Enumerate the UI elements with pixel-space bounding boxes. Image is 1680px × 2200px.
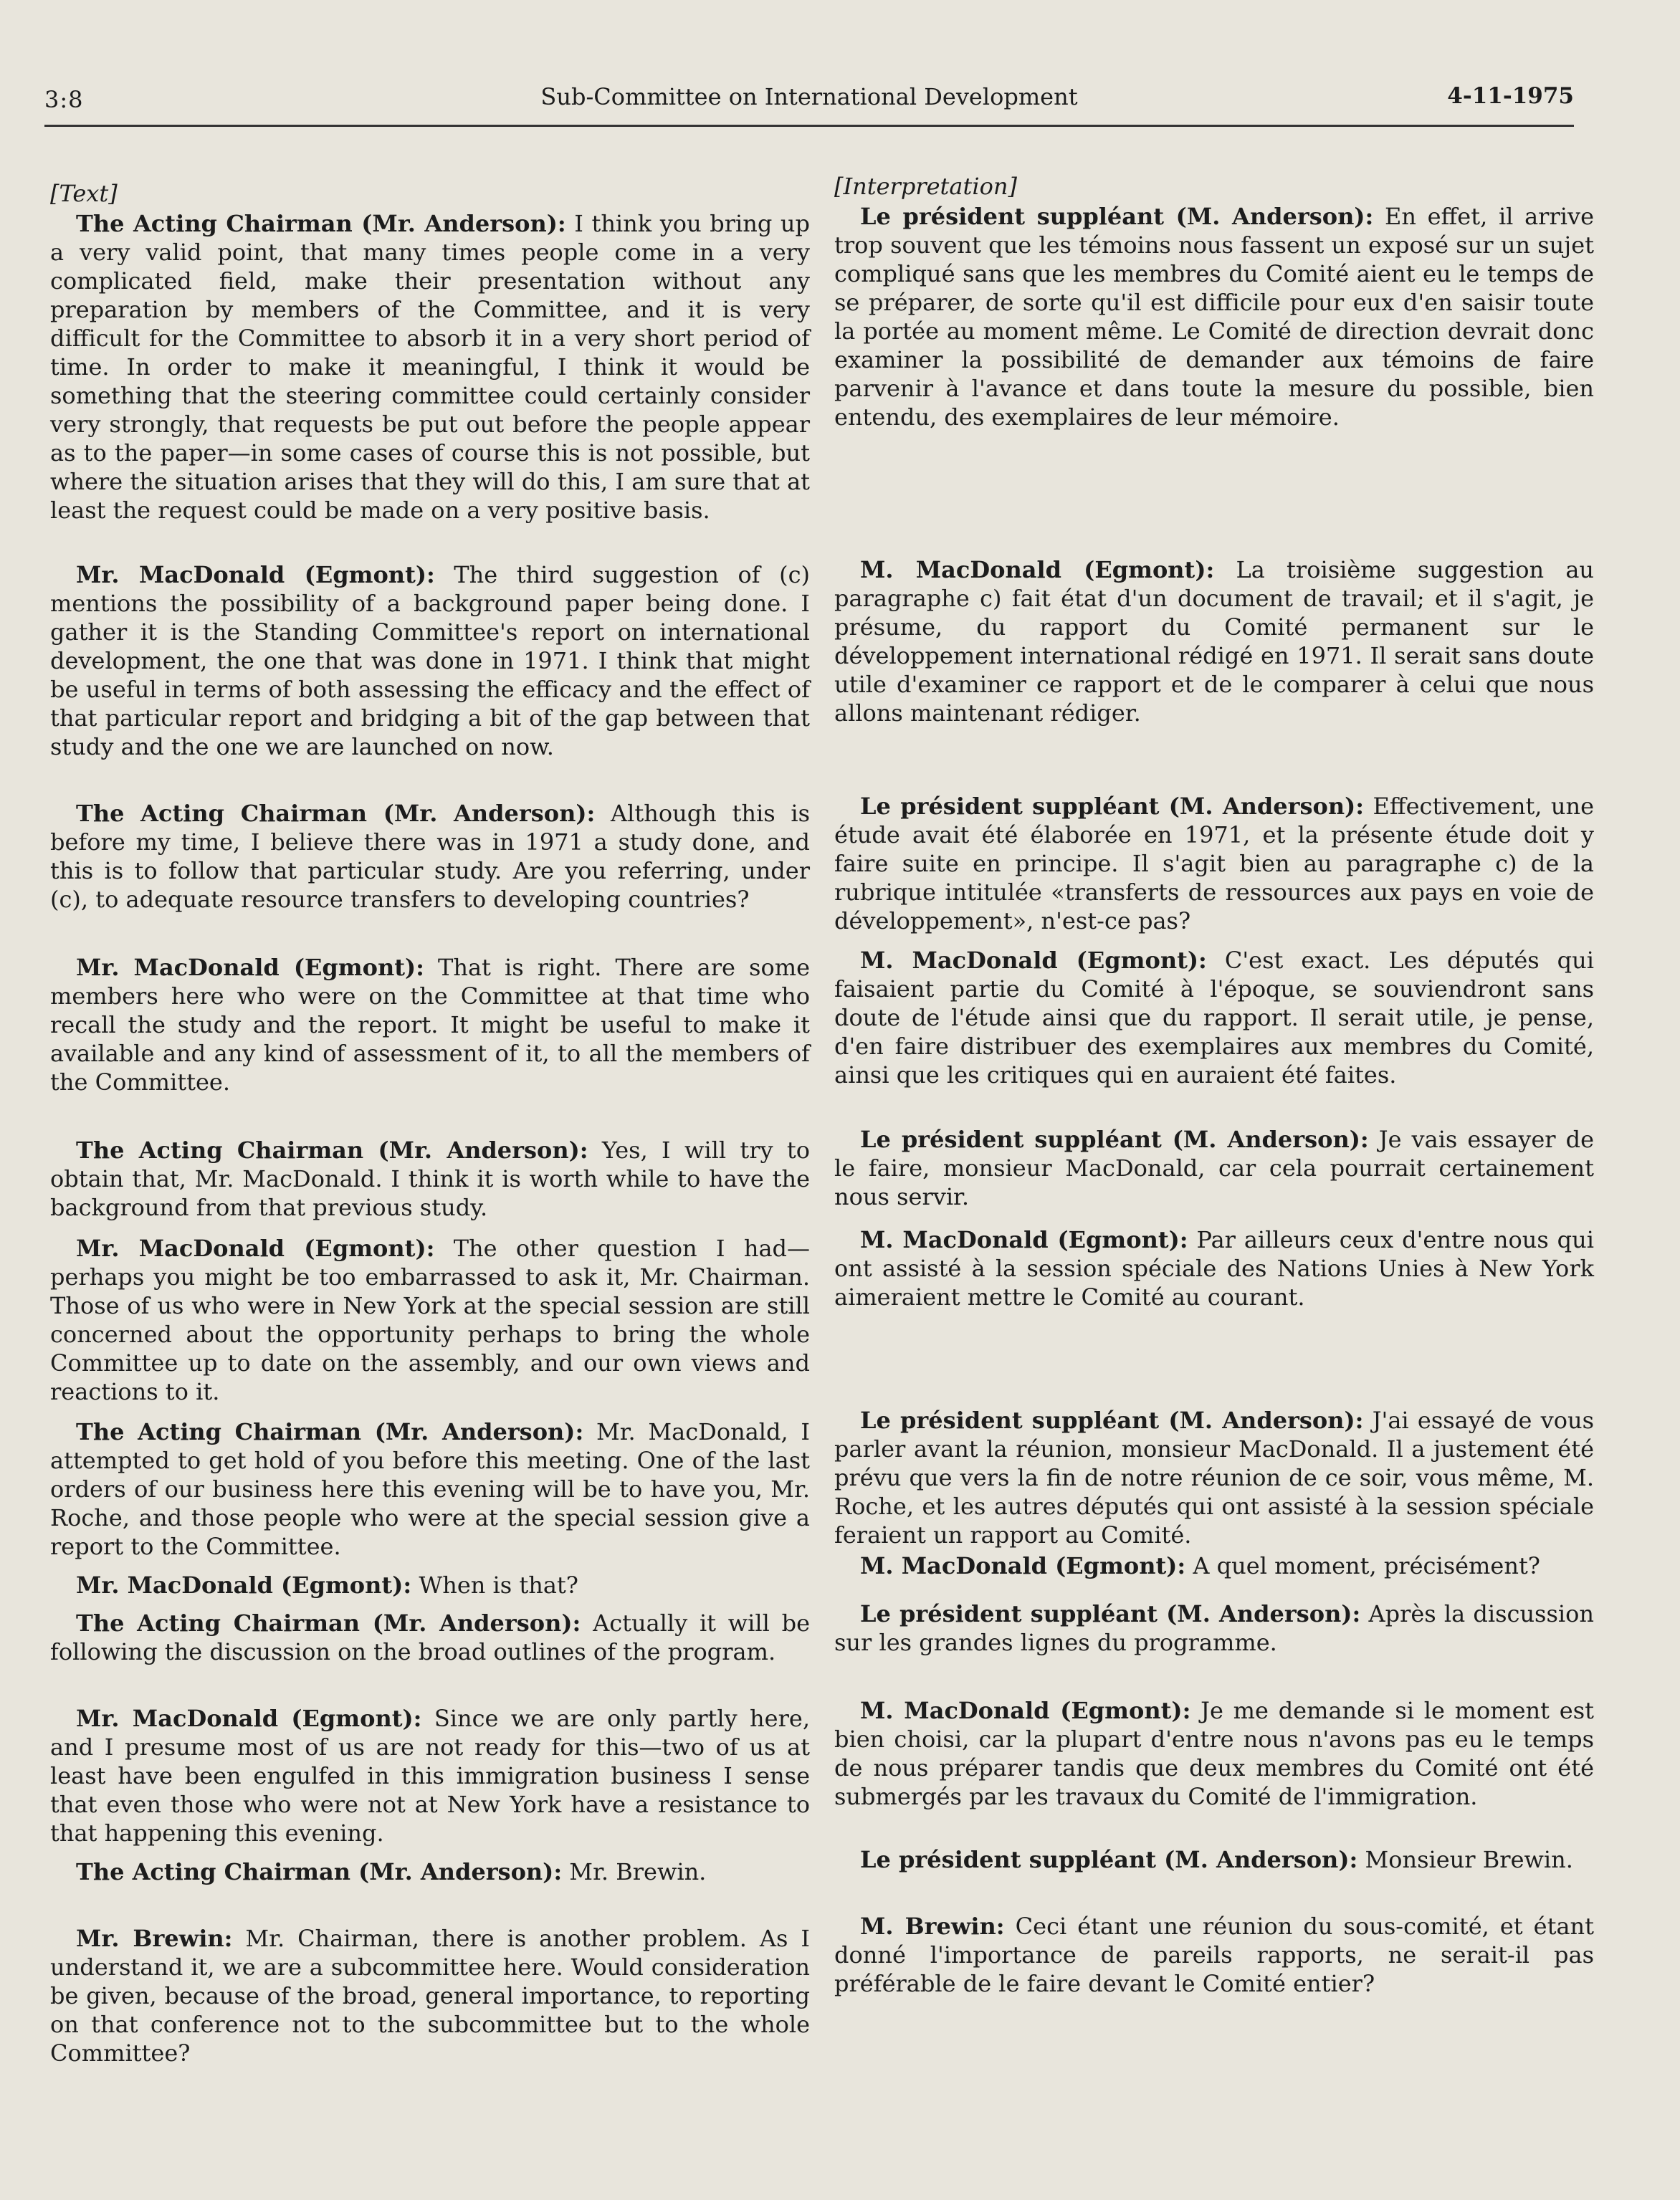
speaker: M. Brewin: xyxy=(860,1913,1005,1940)
header-rule xyxy=(44,125,1574,127)
speaker: The Acting Chairman (Mr. Anderson): xyxy=(76,1418,584,1445)
left-column xyxy=(50,1857,810,1886)
header-date: 4-11-1975 xyxy=(1447,83,1574,109)
left-column xyxy=(50,179,810,525)
running-title: Sub-Committee on International Development xyxy=(540,83,1078,110)
speaker: M. MacDonald (Egmont): xyxy=(860,1226,1188,1253)
left-column xyxy=(50,1136,810,1222)
paragraph xyxy=(50,1924,810,2067)
paragraph xyxy=(834,1696,1594,1811)
page-header xyxy=(44,80,1574,123)
right-column xyxy=(834,1406,1594,1549)
speech: Mr. Brewin. xyxy=(562,1858,707,1885)
paragraph xyxy=(834,946,1594,1089)
speech: Je me demande si le moment est bien choisi, car la plupart d'entre nous n'avons pas eu le temps de nous préparer tandis que deux membres du Comité ont été submergés par les travaux du Comité de l'immigration. xyxy=(834,1697,1595,1810)
speech: Monsieur Brewin. xyxy=(1357,1846,1573,1873)
speaker: Mr. MacDonald (Egmont): xyxy=(76,561,435,588)
paragraph xyxy=(50,799,810,914)
paragraph xyxy=(834,555,1594,727)
speaker: M. MacDonald (Egmont): xyxy=(860,1552,1186,1579)
paragraph xyxy=(834,1125,1594,1211)
paragraph xyxy=(834,1912,1594,1998)
right-column xyxy=(834,1225,1594,1311)
paragraph xyxy=(50,560,810,761)
speaker: M. MacDonald (Egmont): xyxy=(860,947,1207,974)
speaker: The Acting Chairman (Mr. Anderson): xyxy=(76,1610,581,1637)
paragraph xyxy=(50,209,810,525)
speaker: Mr. Brewin: xyxy=(76,1925,233,1952)
speaker: Le président suppléant (M. Anderson): xyxy=(860,1126,1369,1153)
speech: Actually it will be following the discussion on the broad outlines of the program. xyxy=(50,1610,811,1665)
column-label: [Interpretation] xyxy=(834,173,1017,200)
left-column xyxy=(50,1609,810,1666)
speech: When is that? xyxy=(411,1572,578,1599)
speech: Je vais essayer de le faire, monsieur MacDonald, car cela pourrait certainement nous servir. xyxy=(834,1126,1594,1210)
right-column xyxy=(834,1912,1594,1998)
left-column xyxy=(50,799,810,914)
paragraph xyxy=(834,1406,1594,1549)
speaker: Mr. MacDonald (Egmont): xyxy=(76,1572,412,1599)
speech: Effectivement, une étude avait été élaborée en 1971, et la présente étude doit y faire suite en principe. Il s'agit bien au paragraphe c) de la rubrique intitulée «transferts de ressources aux pays en voie de développement», n'est-ce pas? xyxy=(834,793,1595,934)
speech: The other question I had—perhaps you might be too embarrassed to ask it, Mr. Chairman. Those of us who were in New York at the special session are still concerned about the opportunity perhaps to bring the whole Committee up to date on the assembly, and our own views and reactions to it. xyxy=(50,1235,811,1405)
paragraph xyxy=(50,1704,810,1847)
paragraph xyxy=(834,1225,1594,1311)
speech: Although this is before my time, I believe there was in 1971 a study done, and this is to follow that particular study. Are you referring, under (c), to adequate resource transfers to developing countries? xyxy=(50,800,811,913)
paragraph xyxy=(834,202,1594,431)
speech: La troisième suggestion au paragraphe c) fait état d'un document de travail; et il s'agit, je présume, du rapport du Comité permanent sur le développement international rédigé en 1971. Il serait sans doute utile d'examiner ce rapport et de le comparer à celui que nous allons maintenant rédiger. xyxy=(834,556,1595,727)
paragraph xyxy=(834,1599,1594,1657)
right-column xyxy=(834,946,1594,1089)
left-column xyxy=(50,1571,810,1599)
paragraph xyxy=(50,1417,810,1561)
right-column xyxy=(834,1696,1594,1811)
left-column xyxy=(50,560,810,761)
page-number: 3:8 xyxy=(44,86,84,113)
paragraph xyxy=(50,1857,810,1886)
left-column xyxy=(50,1234,810,1406)
paragraph xyxy=(834,1845,1594,1874)
right-column xyxy=(834,1125,1594,1211)
paragraph xyxy=(50,1234,810,1406)
right-column xyxy=(834,172,1594,431)
speech: J'ai essayé de vous parler avant la réunion, monsieur MacDonald. Il a justement été prévu que vers la fin de notre réunion de ce soir, vous même, M. Roche, et les autres députés qui ont assisté à la session spéciale feraient un rapport au Comité. xyxy=(834,1407,1594,1549)
right-column xyxy=(834,792,1594,935)
speech: Mr. MacDonald, I attempted to get hold of you before this meeting. One of the last orders of our business here this evening will be to have you, Mr. Roche, and those people who were at the special session give a report to the Committee. xyxy=(50,1418,811,1560)
speech: A quel moment, précisément? xyxy=(1185,1552,1540,1579)
speaker: Le président suppléant (M. Anderson): xyxy=(860,793,1365,820)
speech: En effet, il arrive trop souvent que les témoins nous fassent un exposé sur un sujet compliqué sans que les membres du Comité aient eu le temps de se préparer, de sorte qu'il est difficile pour eux d'en saisir toute la portée au moment même. Le Comité de direction devrait donc examiner la possibilité de demander aux témoins de faire parvenir à l'avance et dans toute la mesure du possible, bien entendu, des exemplaires de leur mémoire. xyxy=(834,203,1595,431)
right-column xyxy=(834,1551,1594,1580)
speech: Since we are only partly here, and I presume most of us are not ready for this—two of us at least have been engulfed in this immigration business I sense that even those who were not at New York have a resistance to that happening this evening. xyxy=(50,1705,811,1847)
left-column xyxy=(50,953,810,1096)
paragraph xyxy=(834,792,1594,935)
right-column xyxy=(834,1599,1594,1657)
speaker: Mr. MacDonald (Egmont): xyxy=(76,1235,435,1262)
paragraph xyxy=(50,1136,810,1222)
paragraph xyxy=(50,1571,810,1599)
speech: Ceci étant une réunion du sous-comité, et étant donné l'importance de pareils rapports, ne serait-il pas préférable de le faire devant le Comité entier? xyxy=(834,1913,1594,1997)
speaker: Le président suppléant (M. Anderson): xyxy=(860,1846,1358,1873)
speech: Par ailleurs ceux d'entre nous qui ont assisté à la session spéciale des Nations Unies à New York aimeraient mettre le Comité au courant. xyxy=(834,1226,1594,1311)
column-label: [Text] xyxy=(50,180,118,207)
paragraph xyxy=(834,1551,1594,1580)
right-column xyxy=(834,555,1594,727)
paragraph xyxy=(50,953,810,1096)
speaker: Le président suppléant (M. Anderson): xyxy=(860,1407,1364,1434)
speaker: The Acting Chairman (Mr. Anderson): xyxy=(76,800,596,827)
speech: I think you bring up a very valid point, that many times people come in a very complicated field, make their presentation without any preparation by members of the Committee, and it is very difficult for the Committee to absorb it in a very short period of time. In order to make it meaningful, I think it would be something that the steering committee could certainly consider very strongly, that requests be put out before the people appear as to the paper—in some cases of course this is not possible, but where the situation arises that they will do this, I am sure that at least the request could be made on a very positive basis. xyxy=(50,210,810,524)
right-column xyxy=(834,1845,1594,1874)
speaker: Le président suppléant (M. Anderson): xyxy=(860,1600,1361,1627)
speech: The third suggestion of (c) mentions the possibility of a background paper being done. I gather it is the Standing Committee's report on international development, the one that was done in 1971. I think that might be useful in terms of both assessing the efficacy and the effect of that particular report and bridging a bit of the gap between that study and the one we are launched on now. xyxy=(50,561,810,760)
speech: That is right. There are some members here who were on the Committee at that time who recall the study and the report. It might be useful to make it available and any kind of assessment of it, to all the members of the Committee. xyxy=(50,954,811,1096)
speech: Après la discussion sur les grandes lignes du programme. xyxy=(834,1600,1595,1656)
speech: Mr. Chairman, there is another problem. As I understand it, we are a subcommittee here. Would consideration be given, because of the broad, general importance, to reporting on that conference not to the subcommittee but to the whole Committee? xyxy=(50,1925,811,2067)
left-column xyxy=(50,1417,810,1561)
speech: Yes, I will try to obtain that, Mr. MacDonald. I think it is worth while to have the background from that previous study. xyxy=(50,1137,811,1221)
speaker: The Acting Chairman (Mr. Anderson): xyxy=(76,1858,563,1885)
speaker: Le président suppléant (M. Anderson): xyxy=(860,203,1374,230)
speech: C'est exact. Les députés qui faisaient partie du Comité à l'époque, se souviendront sans doute de l'étude ainsi que du rapport. Il serait utile, je pense, d'en faire distribuer des exemplaires aux membres du Comité, ainsi que les critiques qui en auraient été faites. xyxy=(834,947,1595,1089)
speaker: The Acting Chairman (Mr. Anderson): xyxy=(76,1137,588,1164)
speaker: M. MacDonald (Egmont): xyxy=(860,556,1215,583)
left-column xyxy=(50,1704,810,1847)
speaker: Mr. MacDonald (Egmont): xyxy=(76,954,424,981)
speaker: Mr. MacDonald (Egmont): xyxy=(76,1705,422,1732)
paragraph xyxy=(50,1609,810,1666)
speaker: M. MacDonald (Egmont): xyxy=(860,1697,1191,1724)
left-column xyxy=(50,1924,810,2067)
speaker: The Acting Chairman (Mr. Anderson): xyxy=(76,210,566,237)
